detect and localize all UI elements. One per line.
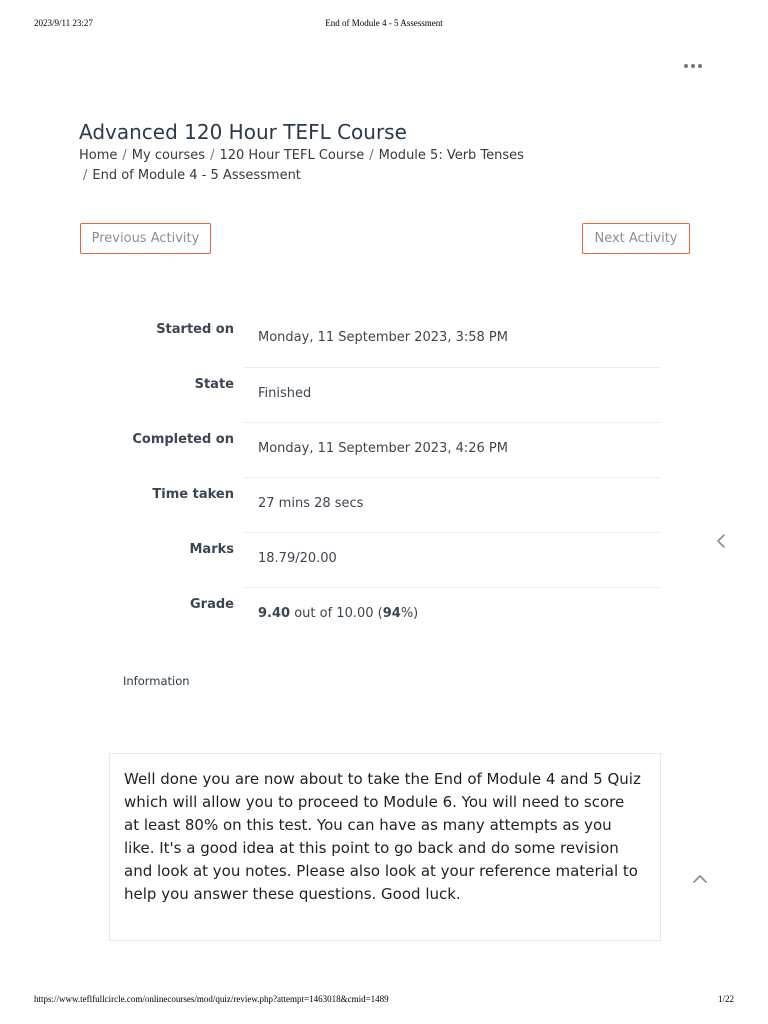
- completed-on-value: Monday, 11 September 2023, 4:26 PM: [244, 422, 660, 477]
- grade-percent: 94: [382, 605, 401, 621]
- breadcrumb-module[interactable]: Module 5: Verb Tenses: [378, 148, 524, 163]
- previous-activity-button[interactable]: Previous Activity: [80, 223, 211, 254]
- marks-label: Marks: [189, 542, 234, 557]
- print-page-number: 1/22: [717, 994, 734, 1004]
- breadcrumb: [79, 146, 539, 186]
- grade-suffix: %): [400, 605, 419, 621]
- print-footer: [0, 994, 768, 1006]
- grade-label: Grade: [190, 597, 234, 612]
- summary-row-completed-on: [110, 422, 660, 477]
- ellipsis-icon[interactable]: [684, 60, 702, 72]
- breadcrumb-course[interactable]: 120 Hour TEFL Course: [219, 148, 365, 163]
- chevron-up-icon[interactable]: [690, 870, 710, 886]
- summary-row-marks: [110, 532, 660, 587]
- information-text: Well done you are now about to take the End of Module 4 and 5 Quiz which will allow you to proceed to Module 6. You will need to score at least 80% on this test. You can have as many attempts as you like. It's a good idea at this point to go back and do some revision and look at you notes. Please also look at your reference material to help you answer these questions. Good luck.: [124, 770, 641, 903]
- time-taken-value: 27 mins 28 secs: [244, 477, 660, 532]
- breadcrumb-separator: /: [369, 148, 374, 163]
- next-activity-button[interactable]: Next Activity: [582, 223, 690, 254]
- grade-out-of: out of 10.00 (: [290, 605, 383, 621]
- page-title: Advanced 120 Hour TEFL Course: [79, 120, 407, 144]
- chevron-left-icon[interactable]: [714, 532, 730, 550]
- information-label: Information: [123, 674, 190, 688]
- state-value: Finished: [244, 367, 660, 422]
- print-header: [0, 18, 768, 30]
- grade-score: 9.40: [258, 605, 291, 621]
- breadcrumb-separator: /: [83, 168, 88, 183]
- print-datetime: 2023/9/11 23:27: [34, 18, 93, 28]
- started-on-value: Monday, 11 September 2023, 3:58 PM: [244, 312, 660, 367]
- grade-value: [244, 587, 660, 642]
- breadcrumb-my-courses[interactable]: My courses: [131, 148, 206, 163]
- summary-row-started-on: [110, 312, 660, 367]
- breadcrumb-current: End of Module 4 - 5 Assessment: [92, 168, 301, 183]
- state-label: State: [194, 377, 234, 392]
- attempt-summary-table: [110, 312, 660, 642]
- summary-row-grade: [110, 587, 660, 642]
- completed-on-label: Completed on: [132, 432, 234, 447]
- breadcrumb-separator: /: [210, 148, 215, 163]
- information-box: [109, 753, 661, 941]
- breadcrumb-separator: /: [122, 148, 127, 163]
- marks-value: 18.79/20.00: [244, 532, 660, 587]
- started-on-label: Started on: [156, 322, 234, 337]
- summary-row-state: [110, 367, 660, 422]
- time-taken-label: Time taken: [152, 487, 234, 502]
- print-url: https://www.teflfullcircle.com/onlinecourses/mod/quiz/review.php?attempt=1463018&cmid=1489: [34, 994, 389, 1004]
- breadcrumb-home[interactable]: Home: [79, 148, 118, 163]
- summary-row-time-taken: [110, 477, 660, 532]
- print-doc-title: End of Module 4 - 5 Assessment: [325, 18, 443, 28]
